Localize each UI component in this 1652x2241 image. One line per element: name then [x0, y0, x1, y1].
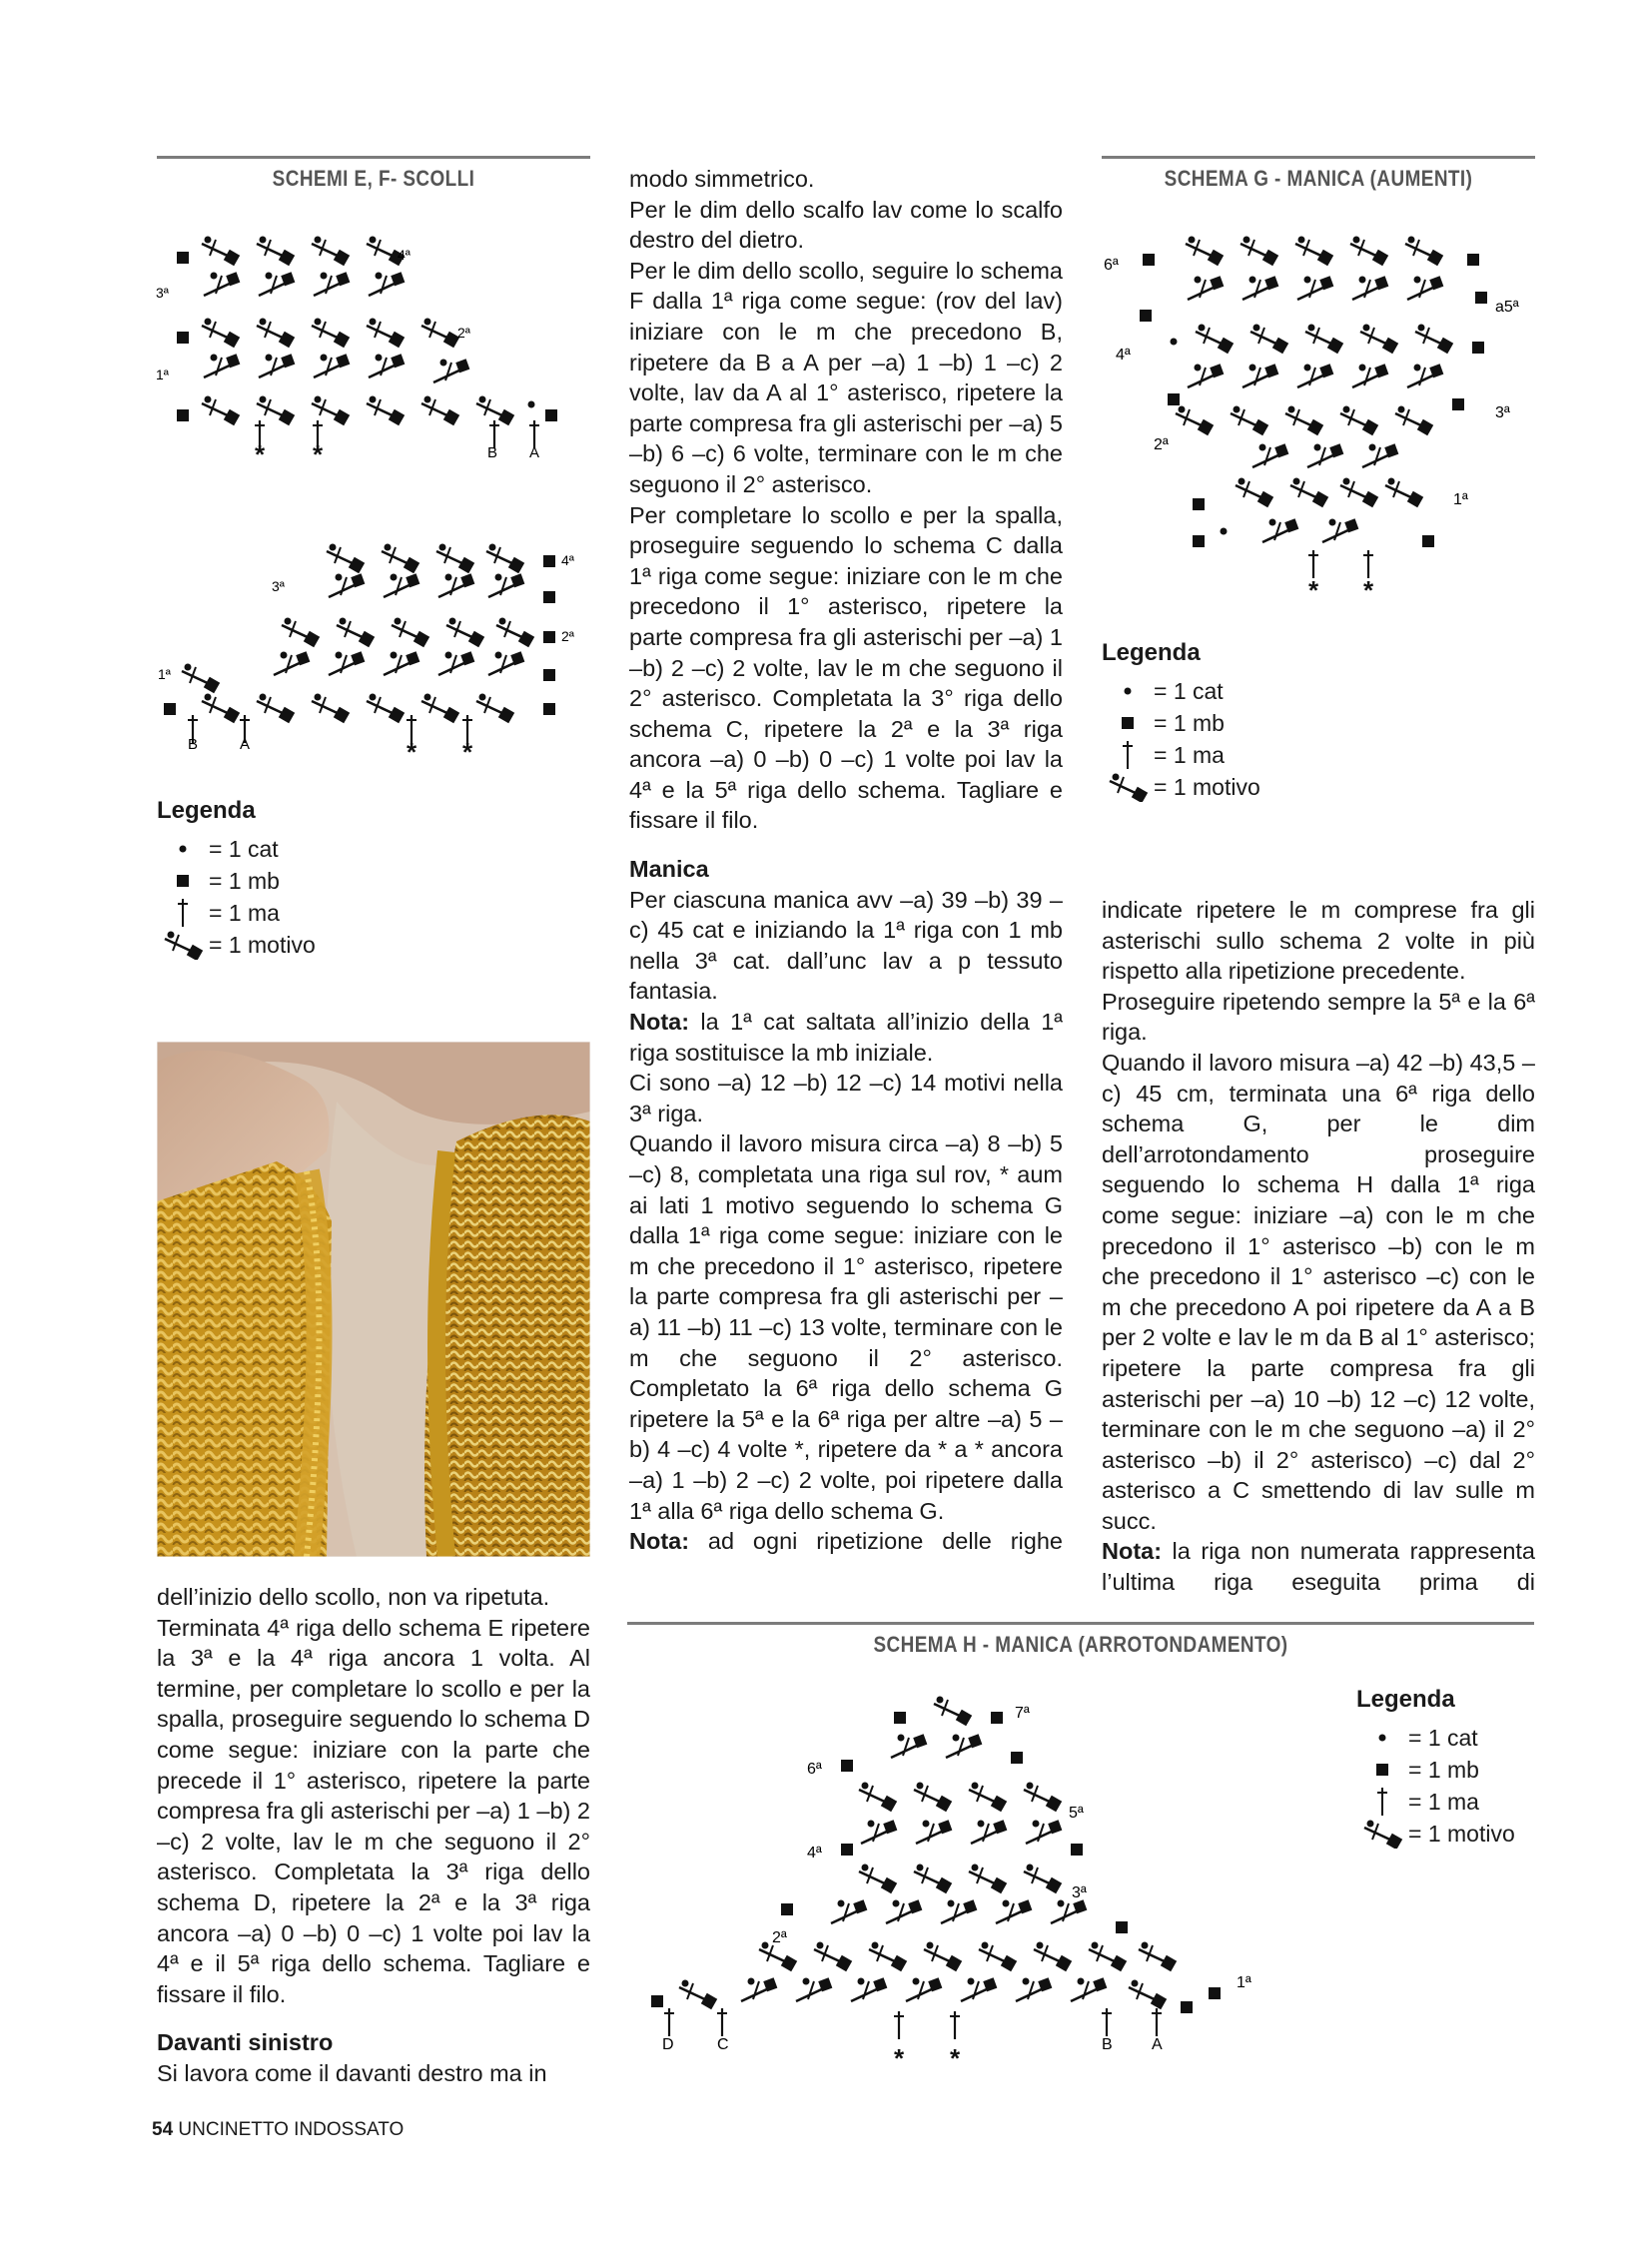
- schema-g-chart: [1104, 220, 1543, 619]
- schema-g-r4-label: 4ª: [1116, 347, 1131, 364]
- schema-e-row4: [177, 237, 405, 267]
- schema-h-d-label: D: [662, 2036, 674, 2053]
- legend-ef-ma: = 1 ma: [157, 897, 456, 929]
- magazine-name: UNCINETTO INDOSSATO: [178, 2119, 405, 2140]
- legend-g-title: Legenda: [1102, 639, 1201, 666]
- schema-f-r1-label: 1ª: [158, 666, 171, 682]
- col1-p2: Terminata 4ª riga dello schema E ripetere la 3ª e la 4ª riga ancora 1 volta. Al termine, per completare lo scollo e per la spalla, proseguire seguendo lo schema D come segue: iniziare con la parte che precede il 1° asterisco, ripetere la parte compresa fra gli asterischi per –a) 1 –b) 2 –c) 2 volte, lav le m che seguono il 2° asterisco. Completata la 3ª riga dello schema D, ripetere la 2ª e la 3ª riga ancora –a) 0 –b) 0 –c) 1 volte poi lav la 4ª e il 5ª riga dello schema. Tagliare e fissare il filo.: [157, 1614, 590, 2007]
- legend-h-motivo: = 1 motivo: [1356, 1818, 1546, 1850]
- schema-g-r1-label: 1ª: [1453, 491, 1468, 508]
- legend-ef-mb: = 1 mb: [157, 865, 456, 897]
- col1-p1: dell’inizio dello scollo, non va ripetuta.: [157, 1584, 550, 1610]
- schema-h-a-label: A: [1152, 2036, 1163, 2053]
- schema-e-row3: [204, 272, 405, 296]
- col2-p2: Per le dim dello scalfo lav come lo scalfo destro del dietro.: [629, 196, 1063, 254]
- schema-f-r2-label: 2ª: [561, 628, 574, 644]
- col3-p2: Proseguire ripetendo sempre la 5ª e la 6ª riga.: [1102, 988, 1535, 1046]
- schema-h-r2-label: 2ª: [772, 1929, 787, 1946]
- motif-icon: [1102, 772, 1154, 802]
- schema-h-r5-label: 5ª: [1069, 1805, 1084, 1822]
- square-icon: [1356, 1763, 1408, 1777]
- schema-g-r5-label: a5ª: [1495, 299, 1519, 316]
- schema-h-r3-label: 3ª: [1072, 1884, 1087, 1901]
- legend-ef: [157, 797, 456, 961]
- rule-g: [1102, 156, 1535, 159]
- col2-p4: Per completare lo scollo e per la spalla, proseguire seguendo lo schema C dalla 1ª riga come segue: iniziare con le m che precedono il 1° asterisco, ripetere la parte compresa fra gli asterischi per –a) 1 –b) 2 –c) 2 volte, lav le m che seguono il 2° asterisco. Completata la 3° riga dello schema C, ripetere la 2ª e la 3ª riga ancora –a) 0 –b) 0 –c) 1 volte poi lav la 4ª e la 5ª riga dello schema. Tagliare e fissare il filo.: [629, 501, 1063, 834]
- col1-p3: Si lavora come il davanti destro ma in: [157, 2059, 547, 2086]
- schema-h-row2: [781, 1899, 1128, 1933]
- schema-g-row2: [1176, 406, 1433, 436]
- schema-f-r4-label: 4ª: [561, 552, 574, 568]
- schema-e-b-label: B: [487, 444, 498, 459]
- page-footer: [152, 2119, 404, 2141]
- dot-icon: [1102, 684, 1154, 698]
- schema-f-row1b: [274, 651, 555, 681]
- schema-f-row4: [327, 544, 555, 574]
- schema-h-chart: [637, 1688, 1276, 2087]
- schema-e-r1-label: 1ª: [156, 367, 169, 382]
- rule-ef: [157, 156, 590, 159]
- schema-h-row6: [841, 1734, 1023, 1772]
- square-icon: [157, 874, 209, 888]
- schema-f-row2: [282, 618, 555, 648]
- legend-h-cat: = 1 cat: [1356, 1722, 1546, 1754]
- schema-h-row5: [859, 1783, 1062, 1813]
- schema-h-row1: [651, 1977, 1221, 2013]
- schema-h-r4-label: 4ª: [807, 1845, 822, 1862]
- schema-h-r1-label: 1ª: [1237, 1974, 1251, 1991]
- schema-g-row3: [1168, 364, 1464, 410]
- schema-h-row4: [841, 1820, 1083, 1856]
- schema-e-chart: [150, 220, 589, 459]
- legend-g-mb: = 1 mb: [1102, 707, 1401, 739]
- schema-g-row6: [1143, 237, 1479, 267]
- legend-ef-motivo: = 1 motivo: [157, 929, 456, 961]
- dot-icon: [1356, 1731, 1408, 1745]
- col3-nota: Nota: la riga non numerata rappresenta l’ultima riga eseguita prima di: [1102, 1538, 1535, 1596]
- schema-h-row3: [859, 1865, 1062, 1894]
- legend-ef-title: Legenda: [157, 797, 256, 824]
- heading-davanti-sinistro: Davanti sinistro: [157, 2029, 334, 2056]
- legend-g-motivo: = 1 motivo: [1102, 771, 1401, 803]
- legend-g-ma: = 1 ma: [1102, 739, 1401, 771]
- col3-p3: Quando il lavoro misura –a) 42 –b) 43,5 –c) 45 cm, terminata una 6ª riga dello schema G, per le dim dell’arrotondamento proseguire seguendo lo schema H dalla 1ª riga come segue: iniziare –a) con le m che precedono il 1° asterisco –b) con le m che precedono il 1° asterisco –c) con le m che precedono A poi ripetere da A a B per 2 volte e lav le m da B al 1° asterisco; ripetere la parte compresa fra gli asterischi per –a) 10 –b) 12 –c) 12 volte, terminare con le m che seguono –a) il 2° asterisco –b) il 2° asterisco) –c) dal 2° asterisco a C smettendo di lav sulle m succ.: [1102, 1049, 1535, 1534]
- dot-icon: [157, 842, 209, 856]
- schema-g-r6-label: 6ª: [1104, 257, 1119, 274]
- col2-p1: modo simmetrico.: [629, 166, 815, 192]
- motif-icon: [157, 930, 209, 960]
- schema-e-row1b: [204, 354, 469, 382]
- legend-h-title: Legenda: [1356, 1686, 1455, 1713]
- legend-ef-cat: = 1 cat: [157, 833, 456, 865]
- schema-f-a-label: A: [240, 736, 251, 753]
- col2-nota1: Nota: la 1ª cat saltata all’inizio della 1ª riga sostituisce la mb iniziale.: [629, 1009, 1063, 1066]
- rule-h: [627, 1622, 1534, 1625]
- schema-g-r2-label: 2ª: [1154, 436, 1169, 453]
- legend-h-ma: = 1 ma: [1356, 1786, 1546, 1818]
- col2-p5: Per ciascuna manica avv –a) 39 –b) 39 –c) 45 cat e iniziando la 1ª riga con 1 mb nella 3ª cat. dall’unc lav a p tessuto fantasia.: [629, 886, 1063, 1005]
- col3-p1: indicate ripetere le m comprese fra gli asterischi sullo schema 2 volte in più rispetto alla ripetizione precedente.: [1102, 897, 1535, 985]
- schema-h-r7-label: 7ª: [1015, 1705, 1030, 1722]
- legend-g: [1102, 639, 1401, 803]
- diagram-ef-title: SCHEMI E, F- SCOLLI: [272, 166, 475, 191]
- square-icon: [1102, 716, 1154, 730]
- legend-g-cat: = 1 cat: [1102, 675, 1401, 707]
- schema-f-chart: [150, 529, 589, 759]
- diagram-g-title: SCHEMA G - MANICA (AUMENTI): [1164, 166, 1473, 191]
- col2-p7: Quando il lavoro misura circa –a) 8 –b) 5 –c) 8, completata una riga sul rov, * aum ai lati 1 motivo seguendo lo schema G dalla 1ª riga come segue: iniziare con le m che precedono il 1° asterisco, ripetere la parte compresa fra gli asterischi per –a) 11 –b) 11 –c) 13 volte, terminare con le m che seguono il 2° asterisco. Completato la 6ª riga dello schema G ripetere la 5ª e la 6ª riga per altre –a) 5 –b) 4 –c) 4 volte *, ripetere da * a * ancora –a) 1 –b) 2 –c) 2 volte, poi ripetere dalla 1ª alla 6ª riga dello schema G.: [629, 1130, 1063, 1524]
- col2-p6: Ci sono –a) 12 –b) 12 –c) 14 motivi nella 3ª riga.: [629, 1070, 1063, 1126]
- ma-stitch-icon: [157, 898, 209, 928]
- col2-p3: Per le dim dello scollo, seguire lo schema F dalla 1ª riga come segue: (rov del lav) iniziare con le m che precedono B, ripetere da B a A per –a) 1 –b) 1 –c) 2 volte, lav da A al 1° asterisco, ripetere la parte compresa fra gli asterischi per –a) 5 –b) 6 –c) 6 volte, terminare con le m che seguono il 2° asterisco.: [629, 257, 1063, 497]
- col2-nota2: Nota: ad ogni ripetizione delle righe: [629, 1528, 1063, 1555]
- col3-text: [1102, 895, 1535, 1598]
- motif-icon: [1356, 1819, 1408, 1849]
- schema-h-c-label: C: [717, 2036, 729, 2053]
- page-number: 54: [152, 2119, 174, 2140]
- schema-h-row7: [894, 1697, 1003, 1727]
- schema-g-row1: [1193, 478, 1434, 548]
- schema-f-r3-label: 3ª: [272, 578, 285, 594]
- schema-f-row3: [329, 573, 555, 603]
- crochet-cardigan-photo: [157, 1042, 590, 1557]
- legend-h: [1356, 1686, 1546, 1850]
- schema-e-a-label: A: [529, 444, 540, 459]
- schema-h-b-label: B: [1102, 2036, 1113, 2053]
- schema-g-row5: [1140, 276, 1487, 322]
- diagram-h-title: SCHEMA H - MANICA (ARROTONDAMENTO): [873, 1632, 1288, 1657]
- schema-e-r3-label: 3ª: [156, 285, 169, 301]
- ma-stitch-icon: [1356, 1787, 1408, 1817]
- schema-h-row1b: [759, 1942, 1177, 1972]
- schema-e-r4-label: 4ª: [398, 247, 411, 263]
- heading-manica: Manica: [629, 856, 709, 883]
- ma-stitch-icon: [1102, 740, 1154, 770]
- schema-h-r6-label: 6ª: [807, 1761, 822, 1778]
- schema-e-row2: [177, 319, 459, 349]
- col1-bottom-text: [157, 1582, 590, 2089]
- schema-g-r3-label: 3ª: [1495, 404, 1510, 421]
- schema-f-b-label: B: [188, 736, 199, 753]
- schema-e-r2-label: 2ª: [457, 325, 470, 341]
- schema-g-row4: [1171, 325, 1485, 355]
- legend-h-mb: = 1 mb: [1356, 1754, 1546, 1786]
- schema-e-row1: [177, 396, 557, 426]
- col2-text: [629, 164, 1063, 1557]
